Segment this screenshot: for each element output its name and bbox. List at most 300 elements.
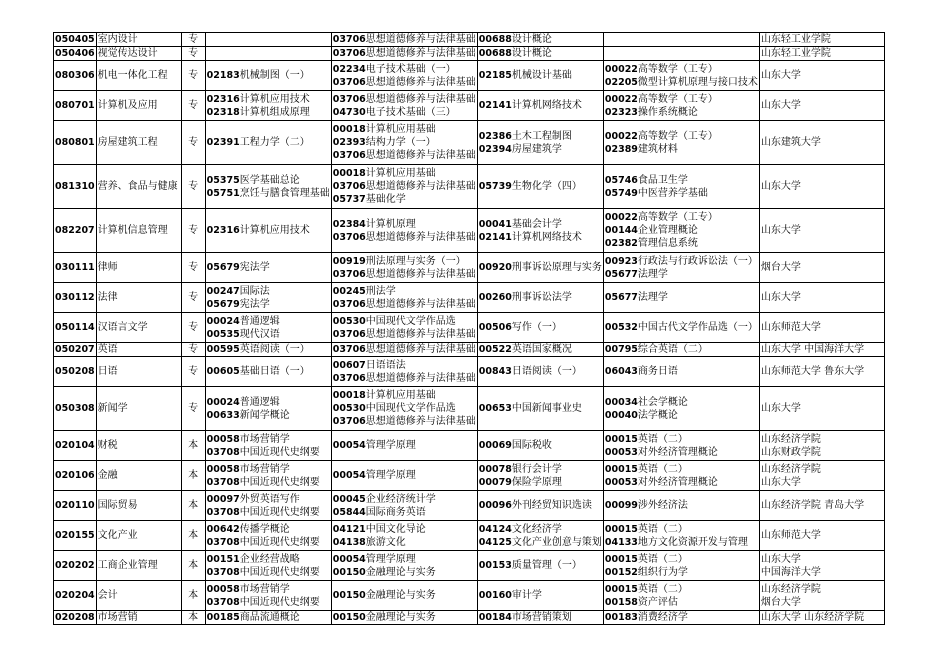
course-code: 00040: [604, 409, 638, 421]
course-cell-4: [603, 313, 759, 343]
course-code: 00153: [478, 560, 512, 571]
course-entry: [207, 187, 330, 200]
course-name: 法理学: [637, 292, 668, 303]
course-name: 企业管理概论: [637, 225, 698, 236]
course-name: 房屋建筑学: [511, 143, 562, 155]
course-code: 00605: [206, 366, 240, 377]
course-cell-3: [477, 431, 603, 461]
course-name: 中国古代文学作品选（一）: [637, 322, 758, 333]
school-cell: [759, 461, 884, 491]
course-code: 00045: [332, 493, 366, 505]
course-name: 金融理论与实务: [365, 612, 436, 623]
course-entry: [605, 237, 758, 250]
course-entry: [479, 231, 602, 244]
course-entry: [479, 143, 602, 156]
course-code: 04121: [332, 523, 366, 535]
course-code: 02386: [478, 130, 512, 142]
course-name: 土木工程制图: [511, 130, 572, 142]
major-code: 081310: [54, 165, 97, 209]
school-cell: [759, 313, 884, 343]
school-cell: [759, 209, 884, 253]
course-code: 00053: [604, 476, 638, 488]
course-code: 00058: [206, 583, 240, 595]
course-code: 03706: [332, 344, 366, 355]
course-name: 市场营销学: [239, 433, 290, 445]
school-name: 山东建筑大学: [760, 137, 821, 148]
school-cell: [759, 387, 884, 431]
course-code: 00920: [478, 262, 512, 273]
school-name: 山东大学: [760, 476, 801, 488]
course-name: 中医营养学基础: [637, 187, 708, 199]
course-name: 消费经济学: [637, 612, 688, 623]
course-name: 写作（一）: [511, 322, 562, 333]
course-name: 医学基础总论: [239, 174, 300, 186]
school-name: 山东大学: [760, 403, 801, 414]
course-code: 00015: [604, 553, 638, 565]
course-code: 00144: [604, 225, 638, 236]
school-cell: [759, 431, 884, 461]
course-code: 00688: [478, 34, 512, 45]
course-cell-3: [477, 121, 603, 165]
course-entry: [207, 261, 330, 274]
course-name: 高等数学（工专）: [637, 93, 718, 105]
course-name: 思想道德修养与法律基础: [365, 34, 476, 45]
course-entry: [333, 63, 476, 76]
level: 专: [181, 91, 205, 121]
course-name: 思想道德修养与法律基础: [365, 76, 476, 88]
course-name: 思想道德修养与法律基础: [365, 231, 476, 243]
course-code: 03706: [332, 268, 366, 280]
course-code: 03706: [332, 150, 366, 161]
course-entry: [605, 174, 758, 187]
course-code: 00642: [206, 523, 240, 535]
course-code: 03706: [332, 328, 366, 340]
course-cell-3: [477, 581, 603, 611]
table-row: [54, 209, 885, 253]
course-code: 02382: [604, 238, 638, 249]
course-entry: [605, 566, 758, 579]
course-entry: [333, 167, 476, 180]
course-cell-3: [477, 461, 603, 491]
course-cell-3: [477, 521, 603, 551]
course-cell-3: [477, 611, 603, 625]
course-entry: [479, 69, 602, 82]
course-name: 行政法与行政诉讼法（一）: [637, 255, 758, 267]
major-code: 020104: [54, 431, 97, 461]
course-cell-2: [331, 521, 477, 551]
course-code: 04125: [478, 536, 512, 548]
course-cell-4: [603, 357, 759, 387]
table-row: [54, 461, 885, 491]
course-code: 00022: [604, 130, 638, 142]
school-name: 山东经济学院 青岛大学: [760, 500, 865, 511]
course-entry: [333, 218, 476, 231]
course-code: 03708: [206, 506, 240, 518]
course-entry: [333, 149, 476, 162]
course-entry: [605, 596, 758, 609]
level: 本: [181, 521, 205, 551]
major-code: 050208: [54, 357, 97, 387]
course-cell-4: [603, 283, 759, 313]
course-code: 00015: [604, 583, 638, 595]
course-cell-1: [205, 521, 331, 551]
course-name: 日语阅读（一）: [511, 366, 582, 377]
table-row: [54, 165, 885, 209]
course-cell-3: [477, 551, 603, 581]
course-code: 02393: [332, 137, 366, 148]
course-code: 00247: [206, 285, 240, 297]
level: 本: [181, 551, 205, 581]
level: 本: [181, 491, 205, 521]
course-name: 企业经济统计学: [365, 493, 436, 505]
course-code: 04138: [332, 536, 366, 548]
school-name: 山东大学: [760, 70, 801, 81]
course-cell-2: [331, 47, 477, 61]
course-entry: [605, 76, 758, 89]
table-row: [54, 47, 885, 61]
course-name: 国际税收: [511, 440, 552, 451]
course-name: 设计概论: [511, 34, 552, 45]
school-cell: [759, 47, 884, 61]
major-code: 020155: [54, 521, 97, 551]
course-entry: [605, 187, 758, 200]
course-code: 05677: [604, 268, 638, 280]
course-name: 设计概论: [511, 48, 552, 59]
course-entry: [479, 33, 602, 46]
course-cell-1: [205, 33, 331, 47]
course-entry: [605, 224, 758, 237]
course-name: 建筑材料: [637, 143, 678, 155]
course-cell-1: [205, 121, 331, 165]
course-entry: [479, 180, 602, 193]
major-code: 030112: [54, 283, 97, 313]
table-row: [54, 91, 885, 121]
course-code: 05749: [604, 187, 638, 199]
course-cell-1: [205, 551, 331, 581]
course-code: 00151: [206, 553, 240, 565]
school-name: 山东大学 中国海洋大学: [760, 344, 865, 355]
course-code: 02323: [604, 106, 638, 118]
school-cell: [759, 581, 884, 611]
course-cell-4: [603, 491, 759, 521]
course-name: 思想道德修养与法律基础: [365, 150, 476, 161]
level: 专: [181, 121, 205, 165]
major-name: 计算机及应用: [96, 91, 181, 121]
course-entry: [479, 559, 602, 572]
table-row: [54, 611, 885, 625]
course-code: 00022: [604, 93, 638, 105]
course-name: 企业经营战略: [239, 553, 300, 565]
course-entry: [207, 174, 330, 187]
course-cell-1: [205, 253, 331, 283]
course-entry: [333, 469, 476, 482]
course-entry: [333, 402, 476, 415]
course-name: 思想道德修养与法律基础: [365, 48, 476, 59]
course-cell-4: [603, 521, 759, 551]
course-cell-2: [331, 581, 477, 611]
course-name: 烹饪与膳食管理基础: [239, 187, 330, 199]
course-entry: [605, 523, 758, 536]
major-name: 汉语言文学: [96, 313, 181, 343]
school-cell: [759, 61, 884, 91]
course-code: 00158: [604, 596, 638, 608]
course-name: 思想道德修养与法律基础: [365, 328, 476, 340]
major-name: 法律: [96, 283, 181, 313]
course-entry: [333, 343, 476, 356]
course-entry: [333, 439, 476, 452]
course-name: 市场营销学: [239, 583, 290, 595]
course-code: 00041: [478, 218, 512, 230]
course-entry: [207, 93, 330, 106]
school-cell: [759, 521, 884, 551]
course-name: 中国近现代史纲要: [239, 596, 320, 608]
course-entry: [207, 536, 330, 549]
table-row: [54, 283, 885, 313]
course-entry: [207, 553, 330, 566]
course-entry: [207, 409, 330, 422]
course-code: 00160: [478, 590, 512, 601]
course-code: 03708: [206, 596, 240, 608]
school-name: 山东经济学院: [760, 433, 821, 445]
course-name: 刑事诉讼法学: [511, 292, 572, 303]
course-cell-4: [603, 47, 759, 61]
course-cell-2: [331, 33, 477, 47]
course-name: 计算机网络技术: [511, 231, 582, 243]
course-entry: [479, 365, 602, 378]
course-entry: [479, 261, 602, 274]
major-code: 030111: [54, 253, 97, 283]
course-cell-2: [331, 461, 477, 491]
major-code: 082207: [54, 209, 97, 253]
course-entry: [605, 93, 758, 106]
course-code: 05737: [332, 194, 366, 205]
school-name: 中国海洋大学: [760, 566, 821, 578]
course-code: 00633: [206, 409, 240, 421]
school-name: 山东大学: [760, 553, 801, 565]
course-entry: [479, 476, 602, 489]
school-cell: [759, 253, 884, 283]
course-entry: [479, 343, 602, 356]
course-code: 05375: [206, 174, 240, 186]
school-name: 山东师范大学 鲁东大学: [760, 366, 865, 377]
course-name: 英语（二）: [637, 583, 688, 595]
course-name: 综合英语（二）: [637, 344, 708, 355]
major-name: 房屋建筑工程: [96, 121, 181, 165]
course-entry: [333, 611, 476, 624]
course-name: 英语阅读（一）: [239, 344, 310, 355]
course-cell-4: [603, 551, 759, 581]
major-name: 工商企业管理: [96, 551, 181, 581]
course-name: 计算机应用基础: [365, 390, 436, 401]
course-code: 02141: [478, 100, 512, 111]
course-name: 电子技术基础（一）: [365, 63, 456, 75]
school-name: 山东大学: [760, 100, 801, 111]
school-name: 山东财政学院: [760, 446, 821, 458]
course-cell-1: [205, 165, 331, 209]
course-name: 中国文化导论: [365, 523, 426, 535]
course-cell-1: [205, 491, 331, 521]
course-entry: [333, 193, 476, 206]
course-name: 文化产业创意与策划: [511, 536, 602, 548]
course-name: 思想道德修养与法律基础: [365, 93, 476, 105]
course-name: 英语（二）: [637, 553, 688, 565]
course-code: 00069: [478, 440, 512, 451]
course-code: 00053: [604, 446, 638, 458]
course-code: 00506: [478, 322, 512, 333]
course-name: 生物化学（四）: [511, 181, 582, 192]
course-name: 法理学: [637, 268, 668, 280]
major-name: 会计: [96, 581, 181, 611]
course-name: 中国近现代史纲要: [239, 536, 320, 548]
course-code: 00015: [604, 433, 638, 445]
course-code: 00919: [332, 255, 366, 267]
course-code: 03708: [206, 566, 240, 578]
course-name: 文化经济学: [511, 523, 562, 535]
major-name: 视觉传达设计: [96, 47, 181, 61]
course-cell-2: [331, 61, 477, 91]
course-entry: [605, 343, 758, 356]
course-code: 00024: [206, 396, 240, 408]
course-entry: [479, 499, 602, 512]
course-cell-3: [477, 91, 603, 121]
course-code: 03706: [332, 231, 366, 243]
course-entry: [333, 285, 476, 298]
course-name: 金融理论与实务: [365, 566, 436, 578]
level: 专: [181, 47, 205, 61]
course-name: 组织行为学: [637, 566, 688, 578]
school-cell: [759, 611, 884, 625]
course-code: 03708: [206, 476, 240, 488]
course-code: 02205: [604, 76, 638, 88]
course-code: 00099: [604, 500, 638, 511]
level: 本: [181, 431, 205, 461]
course-name: 计算机网络技术: [511, 100, 582, 111]
course-entry: [605, 396, 758, 409]
course-code: 00150: [332, 590, 366, 601]
course-code: 00150: [332, 566, 366, 578]
course-name: 机械制图（一）: [239, 70, 310, 81]
course-name: 计算机应用基础: [365, 124, 436, 135]
major-name: 日语: [96, 357, 181, 387]
school-name: 烟台大学: [760, 596, 801, 608]
course-name: 中国现代文学作品选: [365, 403, 456, 414]
course-cell-3: [477, 357, 603, 387]
curriculum-table: [53, 32, 885, 625]
course-name: 金融理论与实务: [365, 590, 436, 601]
course-code: 02316: [206, 93, 240, 105]
course-entry: [605, 143, 758, 156]
course-entry: [605, 255, 758, 268]
level: 专: [181, 61, 205, 91]
level: 专: [181, 283, 205, 313]
course-entry: [207, 315, 330, 328]
table-row: [54, 61, 885, 91]
course-name: 中国现代文学作品选: [365, 315, 456, 327]
course-cell-2: [331, 357, 477, 387]
course-cell-2: [331, 91, 477, 121]
course-code: 02318: [206, 106, 240, 118]
course-entry: [207, 476, 330, 489]
course-name: 中国近现代史纲要: [239, 506, 320, 518]
course-name: 资产评估: [637, 596, 678, 608]
course-name: 对外经济管理概论: [637, 476, 718, 488]
course-name: 英语（二）: [637, 463, 688, 475]
course-code: 00058: [206, 433, 240, 445]
course-name: 计算机组成原理: [239, 106, 310, 118]
school-name: 山东大学: [760, 292, 801, 303]
course-name: 微型计算机原理与接口技术: [637, 76, 758, 88]
course-code: 02389: [604, 143, 638, 155]
course-cell-3: [477, 387, 603, 431]
course-code: 00054: [332, 553, 366, 565]
course-code: 03706: [332, 181, 366, 192]
course-code: 00522: [478, 344, 512, 355]
table-row: [54, 431, 885, 461]
course-code: 00530: [332, 403, 366, 414]
course-code: 03706: [332, 76, 366, 88]
course-entry: [605, 409, 758, 422]
course-entry: [479, 321, 602, 334]
course-code: 06043: [604, 366, 638, 377]
course-entry: [207, 611, 330, 624]
course-entry: [207, 224, 330, 237]
table-row: [54, 33, 885, 47]
course-code: 00015: [604, 523, 638, 535]
course-entry: [207, 446, 330, 459]
course-entry: [605, 211, 758, 224]
table-row: [54, 357, 885, 387]
course-name: 现代汉语: [239, 328, 280, 340]
course-entry: [207, 523, 330, 536]
course-name: 管理学原理: [365, 440, 416, 451]
course-entry: [605, 365, 758, 378]
course-cell-4: [603, 343, 759, 357]
school-cell: [759, 121, 884, 165]
school-cell: [759, 491, 884, 521]
course-entry: [207, 583, 330, 596]
school-name: 山东大学 山东经济学院: [760, 612, 865, 623]
course-cell-1: [205, 313, 331, 343]
course-cell-4: [603, 121, 759, 165]
course-entry: [333, 315, 476, 328]
course-name: 中国近现代史纲要: [239, 566, 320, 578]
course-cell-4: [603, 209, 759, 253]
school-name: 山东师范大学: [760, 530, 821, 541]
course-code: 00530: [332, 315, 366, 327]
course-entry: [333, 536, 476, 549]
course-code: 00024: [206, 315, 240, 327]
course-name: 英语（二）: [637, 433, 688, 445]
course-code: 05746: [604, 174, 638, 186]
course-name: 对外经济管理概论: [637, 446, 718, 458]
course-entry: [333, 268, 476, 281]
course-cell-1: [205, 611, 331, 625]
course-code: 03706: [332, 34, 366, 45]
course-code: 00260: [478, 292, 512, 303]
major-name: 计算机信息管理: [96, 209, 181, 253]
school-name: 烟台大学: [760, 262, 801, 273]
course-cell-3: [477, 253, 603, 283]
course-name: 计算机原理: [365, 218, 416, 230]
school-name: 山东经济学院: [760, 583, 821, 595]
course-name: 新闻学概论: [239, 409, 290, 421]
course-code: 00245: [332, 285, 366, 297]
major-name: 英语: [96, 343, 181, 357]
course-name: 传播学概论: [239, 523, 290, 535]
course-cell-1: [205, 209, 331, 253]
level: 专: [181, 33, 205, 47]
course-entry: [479, 291, 602, 304]
